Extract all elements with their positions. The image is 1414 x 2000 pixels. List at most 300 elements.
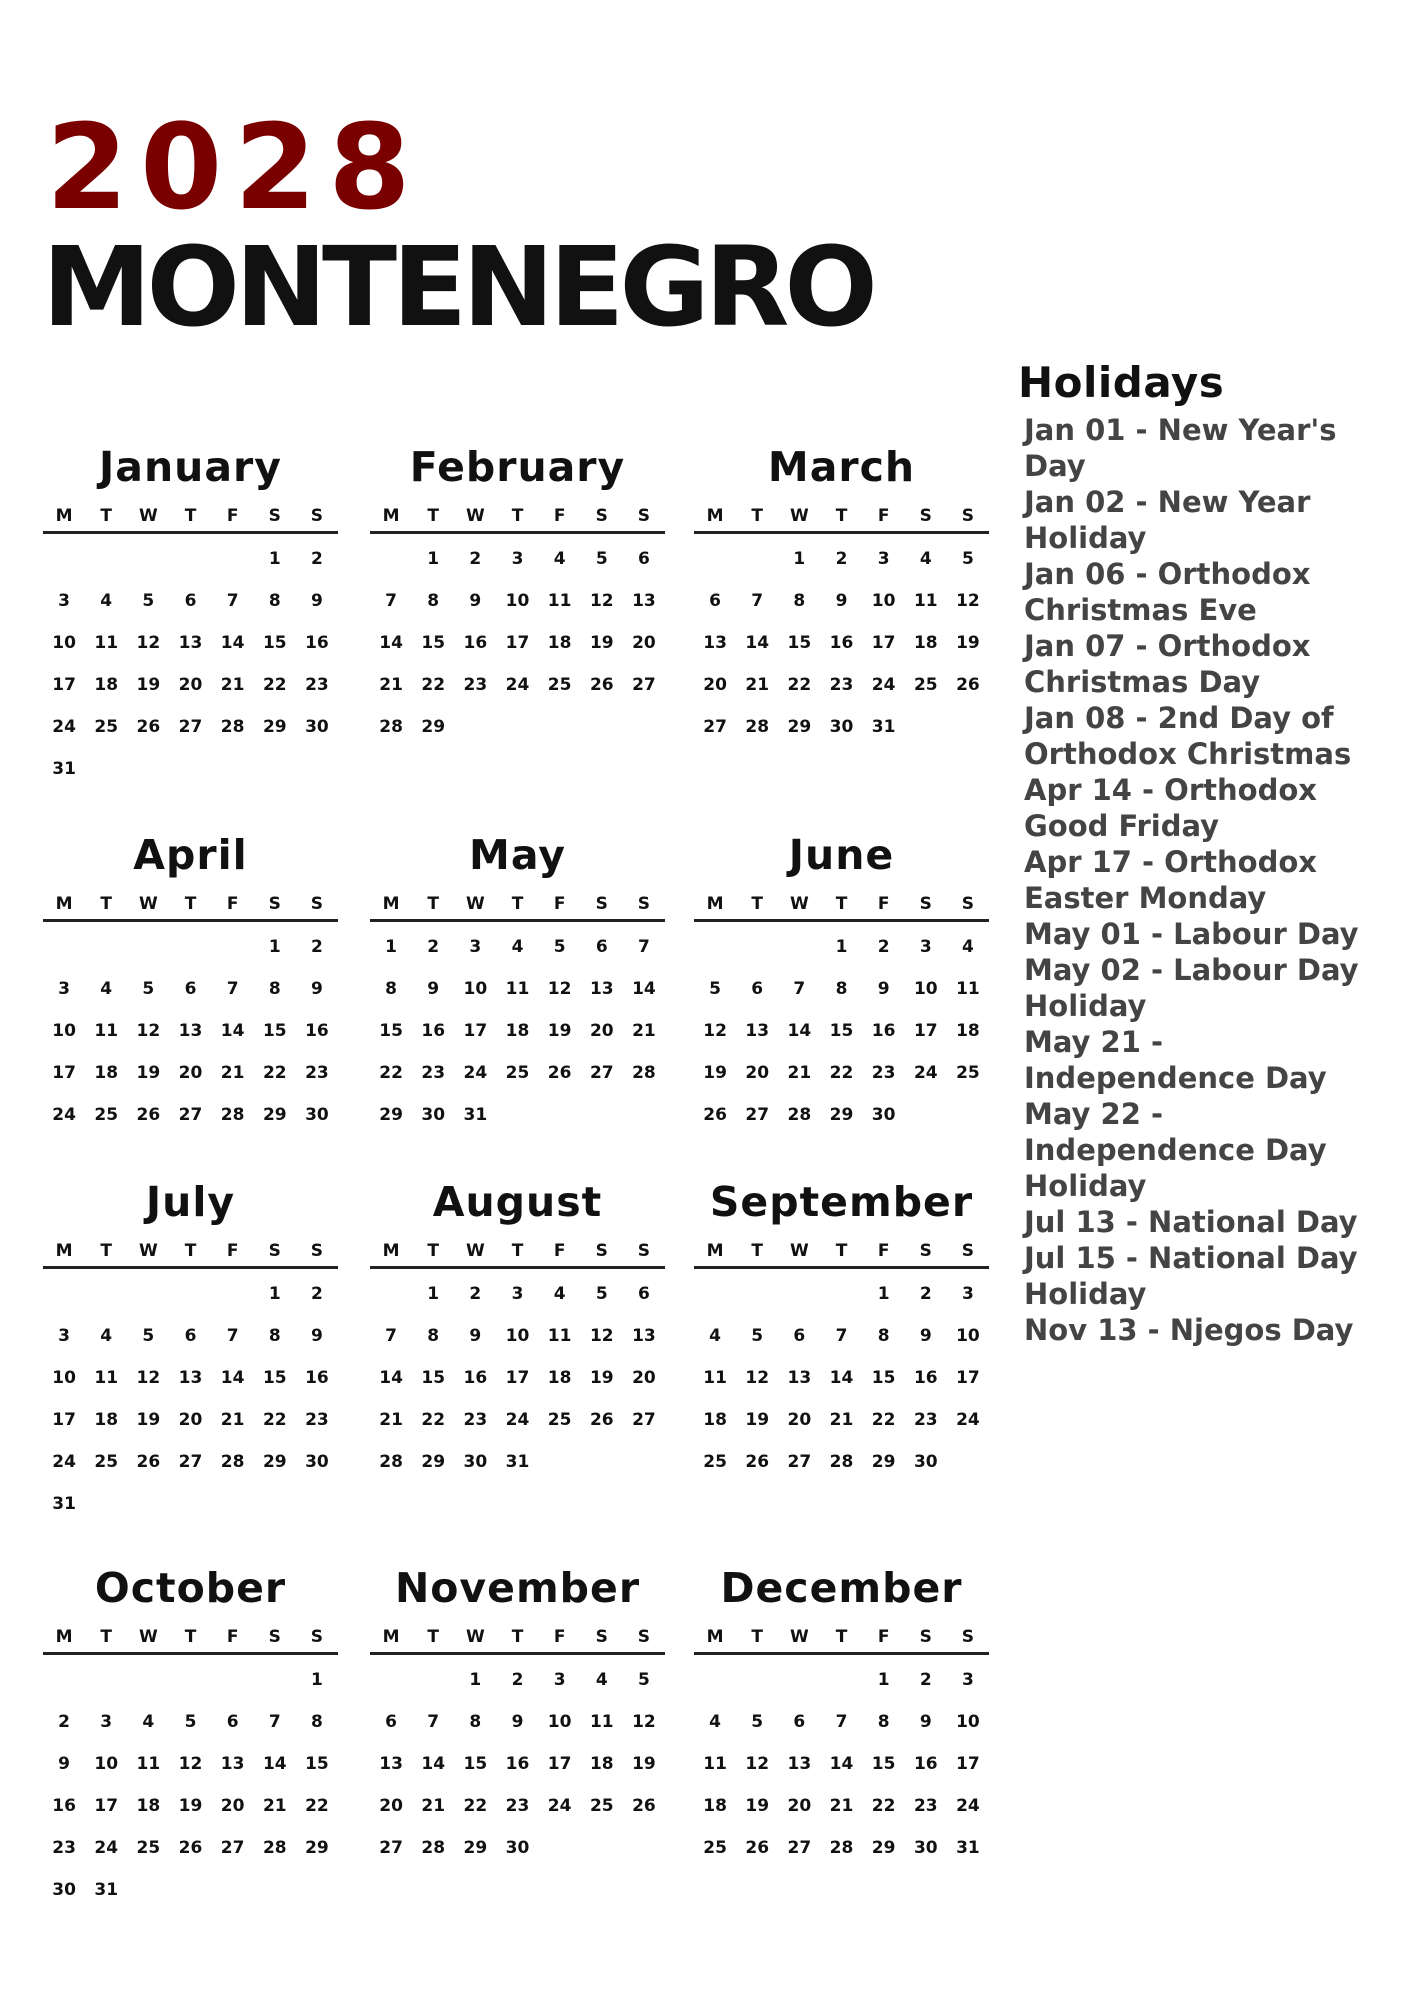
day-cell: 6 [637,1284,650,1304]
day-cell: 12 [589,1326,614,1346]
day-cell: 15 [421,1368,446,1388]
weekday-header [694,1621,989,1655]
day-cell: 7 [835,1326,848,1346]
day-cell: 25 [547,675,572,695]
day-cell: 12 [956,591,980,611]
holiday-line: Day [1024,449,1086,483]
holiday-line: May 02 - Labour Day [1024,953,1359,987]
day-grid [43,1659,338,1911]
day-cell: 6 [184,979,197,999]
day-cell: 2 [511,1670,524,1690]
day-cell: 21 [632,1021,656,1041]
weekday-label: S [961,505,975,526]
day-cell: 25 [94,1105,119,1125]
day-cell: 6 [751,979,764,999]
day-cell: 16 [871,1021,896,1041]
day-cell: 17 [52,1063,76,1083]
weekday-label: W [789,1240,809,1261]
day-cell: 5 [637,1670,650,1690]
weekday-label: T [511,1240,524,1261]
day-cell: 10 [52,1021,76,1041]
day-cell: 21 [829,1796,854,1816]
holidays-title: Holidays [1018,358,1225,407]
holiday-line: Christmas Eve [1024,593,1257,627]
weekday-label: T [835,893,848,914]
day-cell: 23 [829,675,854,695]
day-cell: 23 [463,675,488,695]
holiday-line: Apr 17 - Orthodox [1024,845,1317,879]
day-cell: 20 [632,1368,656,1388]
day-cell: 16 [913,1368,938,1388]
day-cell: 16 [463,633,488,653]
weekday-label: S [595,1240,608,1261]
day-cell: 11 [94,633,119,653]
day-cell: 29 [829,1105,854,1125]
weekday-label: W [465,505,485,526]
weekday-label: F [877,893,890,914]
day-cell: 30 [305,717,329,737]
month-name: March [767,443,916,491]
day-cell: 2 [310,549,323,569]
day-cell: 14 [262,1754,287,1774]
day-cell: 8 [268,979,281,999]
day-grid [370,538,665,748]
day-cell: 9 [310,591,323,611]
weekday-label: S [637,1626,651,1647]
weekday-label: M [706,1626,724,1647]
day-cell: 3 [553,1670,566,1690]
weekday-label: S [268,1240,281,1261]
day-grid [694,1273,989,1483]
weekday-header [694,500,989,534]
weekday-label: T [751,1626,764,1647]
day-cell: 10 [505,1326,530,1346]
day-cell: 12 [589,591,614,611]
weekday-label: S [268,1626,281,1647]
holiday-line: Jan 07 - Orthodox [1024,629,1311,663]
weekday-label: T [184,1240,197,1261]
weekday-label: T [835,1626,848,1647]
day-cell: 9 [427,979,440,999]
day-cell: 28 [787,1105,812,1125]
day-cell: 26 [745,1452,770,1472]
day-cell: 22 [871,1410,896,1430]
day-cell: 27 [632,675,656,695]
day-cell: 27 [178,1105,203,1125]
day-cell: 11 [703,1754,727,1774]
day-cell: 24 [956,1796,980,1816]
month-name: May [469,831,566,879]
day-cell: 6 [637,549,650,569]
weekday-label: F [226,505,239,526]
weekday-label: W [138,505,158,526]
day-cell: 27 [703,717,727,737]
day-cell: 28 [829,1838,854,1858]
month-june [694,830,989,1136]
day-cell: 11 [505,979,530,999]
day-cell: 4 [709,1712,721,1732]
holiday-line: Holiday [1024,989,1147,1023]
day-cell: 21 [421,1796,446,1816]
weekday-label: T [184,893,197,914]
day-cell: 29 [262,717,287,737]
day-cell: 4 [100,979,113,999]
day-cell: 15 [379,1021,403,1041]
day-cell: 17 [52,675,76,695]
day-cell: 29 [262,1452,287,1472]
day-cell: 29 [787,717,812,737]
day-cell: 23 [52,1838,76,1858]
holiday-line: Jan 01 - New Year's [1024,413,1337,447]
day-cell: 24 [52,1105,76,1125]
day-cell: 25 [547,1410,572,1430]
day-cell: 18 [956,1021,980,1041]
weekday-label: S [310,893,324,914]
day-cell: 12 [136,1368,161,1388]
day-cell: 14 [220,1021,245,1041]
day-cell: 13 [178,1021,203,1041]
day-cell: 16 [421,1021,446,1041]
day-cell: 26 [589,1410,614,1430]
day-cell: 2 [427,937,440,957]
weekday-label: W [465,893,485,914]
day-cell: 9 [919,1326,932,1346]
day-cell: 19 [178,1796,203,1816]
day-cell: 19 [956,633,980,653]
day-cell: 10 [913,979,938,999]
day-cell: 27 [787,1452,812,1472]
day-cell: 14 [632,979,656,999]
month-november [370,1563,665,1869]
day-cell: 12 [745,1754,770,1774]
day-cell: 16 [505,1754,530,1774]
day-cell: 5 [709,979,721,999]
day-cell: 3 [58,591,70,611]
day-cell: 25 [956,1063,980,1083]
month-january [43,442,338,790]
weekday-label: S [595,893,608,914]
day-cell: 7 [427,1712,440,1732]
day-cell: 17 [956,1368,980,1388]
day-cell: 27 [589,1063,614,1083]
weekday-label: W [138,1240,158,1261]
weekday-label: S [310,1626,324,1647]
day-cell: 4 [961,937,974,957]
day-cell: 20 [178,1063,203,1083]
day-cell: 8 [385,979,397,999]
day-cell: 20 [745,1063,770,1083]
holiday-line: Holiday [1024,1169,1147,1203]
day-cell: 22 [379,1063,403,1083]
day-cell: 15 [829,1021,854,1041]
day-cell: 7 [793,979,806,999]
weekday-label: S [961,1626,975,1647]
day-cell: 2 [835,549,848,569]
weekday-label: T [511,505,524,526]
day-cell: 10 [956,1712,980,1732]
weekday-label: S [310,1240,324,1261]
day-cell: 11 [547,591,572,611]
day-cell: 8 [877,1712,890,1732]
day-cell: 30 [871,1105,896,1125]
day-cell: 31 [505,1452,530,1472]
day-cell: 18 [703,1410,727,1430]
day-cell: 25 [94,1452,119,1472]
month-august [370,1177,665,1483]
weekday-label: S [637,1240,651,1261]
day-cell: 23 [421,1063,446,1083]
day-cell: 7 [385,591,397,611]
day-cell: 31 [956,1838,980,1858]
day-cell: 31 [871,717,896,737]
weekday-label: M [706,1240,724,1261]
day-cell: 9 [469,591,482,611]
day-cell: 24 [463,1063,488,1083]
day-cell: 31 [52,759,76,779]
day-cell: 10 [956,1326,980,1346]
weekday-label: S [595,1626,608,1647]
weekday-label: T [751,893,764,914]
weekday-label: T [184,505,197,526]
day-cell: 18 [703,1796,727,1816]
weekday-label: F [877,1626,890,1647]
day-cell: 10 [463,979,488,999]
weekday-label: T [835,505,848,526]
day-cell: 6 [793,1712,806,1732]
weekday-header [43,1235,338,1269]
weekday-label: M [55,505,73,526]
day-cell: 24 [52,717,76,737]
day-cell: 20 [632,633,656,653]
day-cell: 4 [595,1670,608,1690]
day-cell: 6 [595,937,608,957]
weekday-label: T [511,893,524,914]
day-cell: 28 [220,717,245,737]
day-cell: 8 [310,1712,323,1732]
weekday-label: M [382,505,400,526]
day-cell: 11 [956,979,980,999]
weekday-label: W [789,1626,809,1647]
country-title: MONTENEGRO [42,223,873,351]
day-cell: 30 [463,1452,488,1472]
day-cell: 31 [94,1880,119,1900]
day-cell: 24 [956,1410,980,1430]
day-cell: 25 [703,1838,727,1858]
weekday-label: F [877,505,890,526]
day-cell: 10 [52,1368,76,1388]
day-cell: 17 [94,1796,119,1816]
day-cell: 30 [52,1880,76,1900]
day-cell: 29 [305,1838,329,1858]
day-cell: 18 [94,1063,119,1083]
day-cell: 18 [589,1754,614,1774]
day-cell: 1 [469,1670,482,1690]
day-cell: 25 [703,1452,727,1472]
weekday-header [694,888,989,922]
day-cell: 22 [262,1410,287,1430]
day-cell: 29 [421,1452,446,1472]
day-cell: 3 [58,979,70,999]
day-cell: 16 [913,1754,938,1774]
holiday-line: Jan 02 - New Year [1024,485,1311,519]
month-december [694,1563,989,1869]
day-cell: 22 [262,1063,287,1083]
weekday-label: T [427,893,440,914]
weekday-label: T [751,505,764,526]
day-cell: 18 [547,1368,572,1388]
month-name: January [99,443,282,491]
day-cell: 8 [427,591,440,611]
weekday-label: F [553,505,566,526]
month-april [43,830,338,1136]
weekday-label: W [465,1626,485,1647]
day-cell: 12 [136,1021,161,1041]
day-cell: 5 [595,1284,608,1304]
day-cell: 6 [793,1326,806,1346]
weekday-header [43,1621,338,1655]
day-cell: 11 [136,1754,161,1774]
day-cell: 13 [379,1754,403,1774]
day-cell: 18 [136,1796,161,1816]
day-cell: 26 [136,717,161,737]
day-cell: 3 [919,937,932,957]
day-cell: 14 [220,1368,245,1388]
weekday-label: S [637,893,651,914]
day-cell: 8 [793,591,806,611]
day-cell: 6 [184,591,197,611]
day-cell: 2 [310,937,323,957]
day-cell: 26 [136,1105,161,1125]
day-cell: 15 [262,1368,287,1388]
day-cell: 4 [142,1712,155,1732]
day-cell: 10 [871,591,896,611]
day-cell: 1 [793,549,806,569]
day-cell: 24 [547,1796,572,1816]
day-cell: 2 [919,1284,932,1304]
weekday-label: M [55,1626,73,1647]
day-cell: 9 [310,979,323,999]
day-cell: 16 [305,1021,329,1041]
day-cell: 1 [268,549,281,569]
day-cell: 22 [421,1410,446,1430]
day-cell: 23 [871,1063,896,1083]
weekday-label: S [310,505,324,526]
day-cell: 18 [94,1410,119,1430]
weekday-header [43,888,338,922]
day-cell: 13 [632,1326,656,1346]
day-cell: 21 [220,1410,245,1430]
weekday-label: F [553,893,566,914]
day-cell: 25 [505,1063,530,1083]
day-cell: 21 [379,1410,403,1430]
day-cell: 1 [835,937,848,957]
weekday-label: F [877,1240,890,1261]
day-cell: 7 [637,937,650,957]
day-cell: 14 [220,633,245,653]
day-cell: 31 [52,1494,76,1514]
weekday-label: S [919,505,932,526]
day-cell: 9 [919,1712,932,1732]
day-cell: 23 [463,1410,488,1430]
day-cell: 11 [913,591,938,611]
day-cell: 15 [262,1021,287,1041]
day-cell: 23 [305,675,329,695]
day-cell: 12 [547,979,572,999]
day-cell: 5 [553,937,566,957]
day-cell: 24 [505,675,530,695]
day-cell: 3 [469,937,482,957]
holiday-line: May 21 - [1024,1025,1164,1059]
day-cell: 17 [463,1021,488,1041]
day-cell: 14 [829,1368,854,1388]
weekday-label: F [226,1626,239,1647]
holiday-line: Holiday [1024,1277,1147,1311]
day-cell: 22 [305,1796,329,1816]
day-cell: 16 [305,1368,329,1388]
day-cell: 21 [787,1063,812,1083]
month-february [370,442,665,748]
weekday-label: T [427,1626,440,1647]
day-cell: 19 [136,675,161,695]
day-cell: 25 [589,1796,614,1816]
day-cell: 28 [379,1452,403,1472]
day-cell: 22 [262,675,287,695]
day-cell: 8 [877,1326,890,1346]
day-cell: 13 [632,591,656,611]
day-cell: 15 [421,633,446,653]
holiday-line: Apr 14 - Orthodox [1024,773,1317,807]
day-cell: 24 [505,1410,530,1430]
day-cell: 28 [379,717,403,737]
day-cell: 15 [305,1754,329,1774]
month-name: December [720,1564,963,1612]
month-name: August [432,1178,603,1226]
holiday-line: Holiday [1024,521,1147,555]
holiday-line: May 22 - [1024,1097,1164,1131]
day-cell: 9 [835,591,848,611]
month-name: April [133,831,248,879]
day-cell: 26 [589,675,614,695]
day-cell: 10 [52,633,76,653]
month-september [694,1177,989,1483]
day-cell: 29 [421,717,446,737]
weekday-label: M [55,1240,73,1261]
day-cell: 22 [829,1063,854,1083]
day-cell: 14 [421,1754,446,1774]
weekday-label: S [919,893,932,914]
weekday-label: W [138,1626,158,1647]
weekday-header [370,888,665,922]
day-cell: 3 [511,1284,524,1304]
month-october [43,1563,338,1911]
weekday-label: S [268,505,281,526]
weekday-label: M [382,1626,400,1647]
day-cell: 10 [94,1754,119,1774]
day-cell: 17 [505,1368,530,1388]
weekday-label: S [595,505,608,526]
day-cell: 11 [703,1368,727,1388]
day-cell: 29 [871,1838,896,1858]
day-cell: 22 [787,675,812,695]
day-cell: 9 [310,1326,323,1346]
day-cell: 8 [469,1712,482,1732]
weekday-label: F [226,1240,239,1261]
day-cell: 16 [829,633,854,653]
day-cell: 27 [379,1838,403,1858]
day-cell: 21 [220,1063,245,1083]
day-cell: 21 [220,675,245,695]
day-cell: 27 [745,1105,770,1125]
